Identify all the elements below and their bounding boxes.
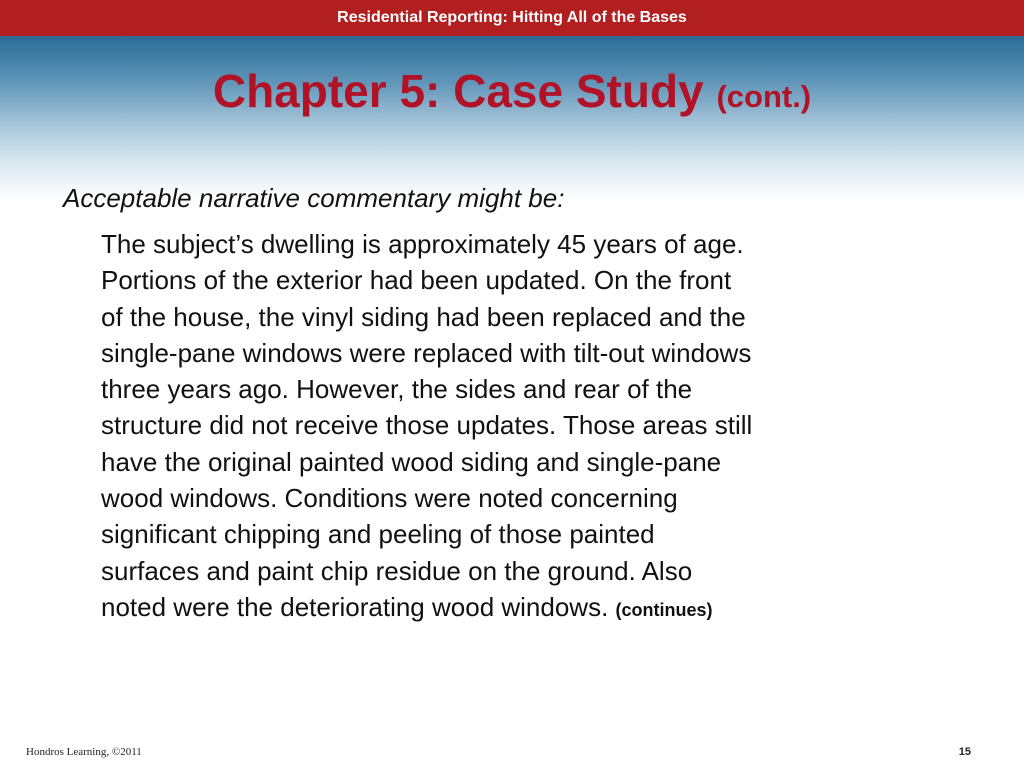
- footer-copyright: Hondros Learning, ©2011: [26, 746, 142, 758]
- lead-text: Acceptable narrative commentary might be:: [63, 183, 565, 213]
- banner-text: Residential Reporting: Hitting All of the Bases: [337, 9, 687, 26]
- paragraph-line: of the house, the vinyl siding had been replaced and the: [101, 301, 746, 332]
- slide-title: [0, 56, 1024, 132]
- paragraph-line: structure did not receive those updates. Those areas still: [101, 410, 753, 441]
- paragraph-line: The subject’s dwelling is approximately 45 years of age.: [101, 229, 744, 259]
- paragraph-line: single-pane windows were replaced with tilt-out windows: [101, 337, 752, 368]
- paragraph-line: surfaces and paint chip residue on the ground. Also: [101, 555, 693, 586]
- paragraph-line: three years ago. However, the sides and rear of the: [101, 374, 693, 405]
- title-cont: (cont.): [716, 79, 812, 114]
- page-number: 15: [958, 746, 971, 758]
- paragraph-line: wood windows. Conditions were noted concerning: [101, 483, 678, 514]
- paragraph-line: have the original painted wood siding and single-pane: [101, 446, 722, 477]
- continues-label: (continues): [615, 599, 713, 620]
- narrative-paragraph: [101, 226, 981, 628]
- paragraph-line: Portions of the exterior had been updated. On the front: [101, 265, 732, 296]
- paragraph-line-last: [101, 589, 981, 628]
- paragraph-line-text: noted were the deteriorating wood windows.: [101, 591, 609, 622]
- title-main: Chapter 5: Case Study: [212, 65, 704, 117]
- header-banner: [0, 0, 1024, 36]
- paragraph-line: significant chipping and peeling of those painted: [101, 519, 655, 550]
